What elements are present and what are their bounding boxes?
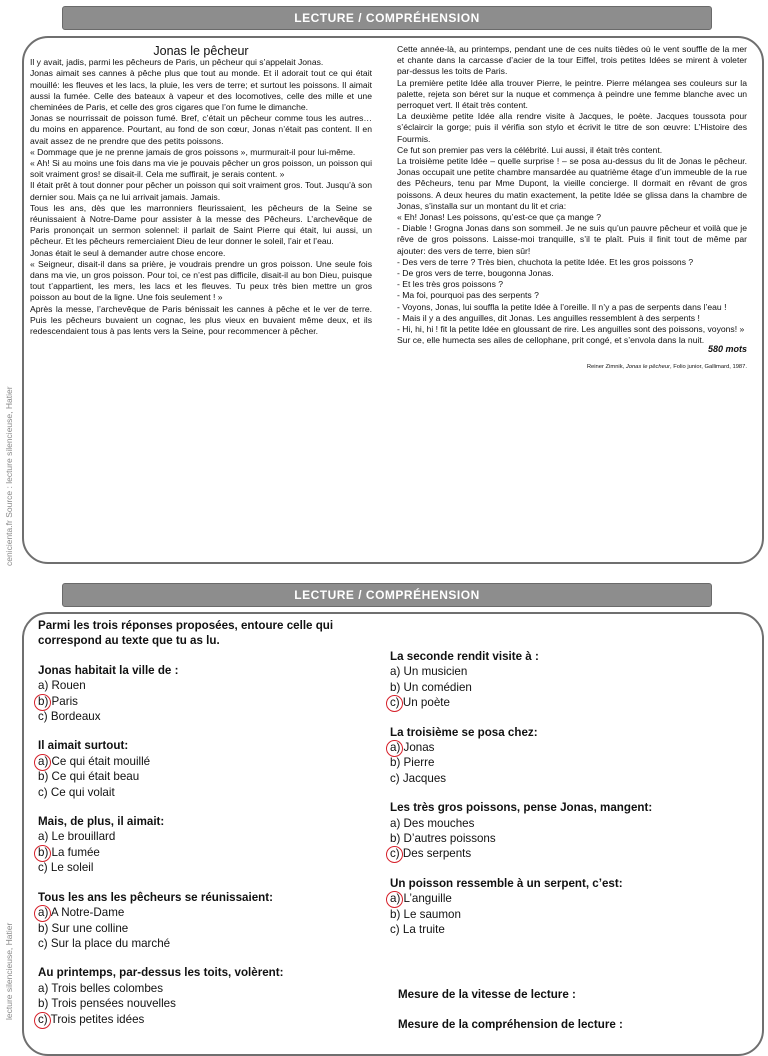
question-text: La seconde rendit visite à : bbox=[390, 650, 539, 663]
answer-option-circled[interactable]: c) Trois petites idées bbox=[38, 1012, 378, 1027]
question-block bbox=[390, 800, 730, 862]
question-text: Un poisson ressemble à un serpent, c’est: bbox=[390, 876, 623, 890]
answer-option-circled[interactable]: b) Paris bbox=[38, 694, 378, 709]
question-text: Tous les ans les pêcheurs se réunissaient: bbox=[38, 890, 273, 904]
story-right-paragraph: - De gros vers de terre, bougonna Jonas. bbox=[397, 268, 554, 279]
answer-option[interactable]: b) Trois pensées nouvelles bbox=[38, 997, 176, 1011]
story-left-paragraph: Jonas se nourrissait de poisson fumé. Bref, c’était un pêcheur comme tous les autres… du moins en apparence. Pourtant, au fond de son cœur, Jonas n’était pas content. Il en avait assez de ne prendre que des petits poissons. bbox=[30, 113, 372, 146]
answer-option[interactable]: a) Un musicien bbox=[390, 665, 468, 679]
story-right-paragraph: La première petite Idée alla trouver Pierre, le peintre. Pierre mélangea ses couleurs sur la palette, rejeta son béret sur la nuque et commença à peindre une femme blanche avec un perroquet vert. Il était très content. bbox=[397, 77, 747, 111]
story-title: Jonas le pêcheur bbox=[153, 44, 249, 58]
answer-option[interactable]: b) Un comédien bbox=[390, 680, 472, 694]
question-text: Au printemps, par-dessus les toits, volèrent: bbox=[38, 966, 284, 980]
story-left-paragraph: « Seigneur, disait-il dans sa prière, je voudrais prendre un gros poisson. Une seule fois dans ma vie, un gros poisson. Pour toi, ce n’est pas difficile, disait-il au bon Dieu, puisque tout t’appartient, les mers, les lacs et les fleuves. Tu peux très bien mettre un gros poisson au bout de la ligne. Une fois seulement ! » bbox=[30, 258, 372, 303]
story-right-paragraph: - Voyons, Jonas, lui souffla la petite Idée à l’oreille. Il n’y a pas de serpents dans l’eau ! bbox=[397, 301, 727, 312]
question-text: Les très gros poissons, pense Jonas, mangent: bbox=[390, 801, 653, 815]
story-right-paragraph: - Mais il y a des anguilles, dit Jonas. Les anguilles ressemblent à des serpents ! bbox=[397, 312, 700, 323]
story-right-paragraph: Sur ce, elle humecta ses ailes de cellophane, prit congé, et s’envola dans la nuit. bbox=[397, 335, 705, 346]
story-right-paragraph: Cette année-là, au printemps, pendant une de ces nuits tièdes où le vent souffle de la mer et chante dans la carcasse d’acier de la tour Eiffel, trois petites Idées se mirent à voleter par-dessus les toits de Paris. bbox=[397, 44, 747, 77]
answer-option-circled[interactable]: a) L’anguille bbox=[390, 891, 730, 906]
answer-option-circled[interactable]: a) A Notre-Dame bbox=[38, 905, 378, 920]
quiz-instructions: Parmi les trois réponses proposées, entoure celle qui correspond au texte que tu as lu. bbox=[38, 619, 334, 648]
story-right-paragraph: - Diable ! Grogna Jonas dans son sommeil. Je ne suis qu’un pauvre pêcheur et voilà que je rêve de gros poissons. Laisse-moi tranquille, s’il te plaît. Puis il finit tout de même par ajouter: des vers de terre, bien sûr! bbox=[397, 223, 747, 256]
quiz-right-column bbox=[390, 649, 730, 952]
answer-option[interactable]: a) Rouen bbox=[38, 679, 86, 693]
answer-option[interactable]: b) Sur une colline bbox=[38, 921, 129, 935]
story-left-paragraph: Il était prêt à tout donner pour pêcher un poisson qui soit vraiment gros. Tout. Jusqu’à son dernier sou. Mais ça ne lui arrivait jamais. Jamais. bbox=[30, 180, 372, 202]
source-rest: , Folio junior, Gallimard, 1987. bbox=[669, 363, 747, 370]
question-text: Mais, de plus, il aimait: bbox=[38, 815, 165, 829]
story-left-column bbox=[30, 46, 372, 337]
answer-option[interactable]: b) D’autres poissons bbox=[390, 832, 496, 846]
section-banner-top: LECTURE / COMPRÉHENSION bbox=[62, 6, 712, 30]
answer-option[interactable]: a) Des mouches bbox=[390, 816, 475, 830]
source-title: Jonas le pêcheur bbox=[625, 363, 670, 370]
story-left-paragraph: Jonas était le seul à demander autre chose encore. bbox=[30, 247, 226, 258]
answer-option-circled[interactable]: c) Des serpents bbox=[390, 846, 730, 861]
story-right-column bbox=[397, 44, 747, 373]
story-right-paragraph: « Eh! Jonas! Les poissons, qu’est-ce que ça mange ? bbox=[397, 212, 601, 223]
question-block bbox=[390, 876, 730, 938]
question-block bbox=[38, 965, 378, 1027]
answer-option[interactable]: c) Jacques bbox=[390, 771, 447, 785]
source-side-text-top: cenicienta.fr Source : lecture silencieuse, Hatier bbox=[4, 386, 14, 566]
story-right-paragraph: Ce fut son premier pas vers la célébrité. Lui aussi, il était très content. bbox=[397, 144, 663, 155]
answer-option-circled[interactable]: b) La fumée bbox=[38, 845, 378, 860]
story-left-paragraph: Jonas aimait ses cannes à pêche plus que tout au monde. Et il adorait tout ce qui était mouillé: les fleuves et les lacs, la pluie, les vers de terre; et surtout les poissons. Il aimait aussi la fumée. Celle des bateaux à vapeur et des locomotives, celle des mille et une cheminées de Paris, et celle des gros cigares que l’on fume le dimanche. bbox=[30, 68, 372, 113]
answer-option[interactable]: a) Le brouillard bbox=[38, 830, 116, 844]
question-text: Jonas habitait la ville de : bbox=[38, 663, 179, 677]
answer-option[interactable]: c) Ce qui volait bbox=[38, 785, 115, 799]
answer-option[interactable]: c) La truite bbox=[390, 923, 445, 937]
story-right-paragraph: La troisième petite Idée – quelle surprise ! – se posa au-dessus du lit de Jonas le pêcheur. Jonas occupait une petite chambre mansardée au quatrième étage d’un immeuble de la rue des Pêcheurs, tenu par Mme Dupont, la vieille concierge. Il dormait en rêvant de gros poissons. A deux heures du matin exactement, la petite Idée se glissa dans la chambre de Jonas, s’installa sur un montant du lit et cria: bbox=[397, 156, 747, 211]
answer-option-circled[interactable]: c) Un poète bbox=[390, 695, 730, 710]
story-right-paragraph: - Ma foi, pourquoi pas des serpents ? bbox=[397, 290, 539, 301]
question-text: La troisième se posa chez: bbox=[390, 725, 538, 739]
answer-option-circled[interactable]: a) Jonas bbox=[390, 740, 730, 755]
question-block bbox=[390, 725, 730, 787]
story-right-paragraph: - Hi, hi, hi ! fit la petite Idée en gloussant de rire. Les anguilles sont des poissons, voyons! » bbox=[397, 324, 745, 335]
question-block bbox=[38, 814, 378, 876]
story-left-paragraph: Il y avait, jadis, parmi les pêcheurs de Paris, un pêcheur qui s’appelait Jonas. bbox=[30, 57, 324, 68]
word-count: 580 mots bbox=[707, 344, 747, 355]
answer-option[interactable]: c) Le soleil bbox=[38, 861, 94, 875]
answer-option[interactable]: b) Le saumon bbox=[390, 907, 461, 921]
answer-option-circled[interactable]: a) Ce qui était mouillé bbox=[38, 754, 378, 769]
answer-option[interactable]: b) Ce qui était beau bbox=[38, 770, 140, 784]
story-left-paragraph: « Dommage que je ne prenne jamais de gros poissons », murmurait-il pour lui-même. bbox=[30, 146, 356, 157]
story-left-paragraph: Tous les ans, dès que les marronniers fleurissaient, les pêcheurs de la Seine se réunissaient à Notre-Dame pour assister à la messe des Pêcheurs. L’archevêque de Paris prononçait un sermon solennel: il parlait de Saint Pierre qui était, lui aussi, un pêcheur. Et les pêcheurs remerciaient Dieu de leur donner le soleil, l’air et l’eau. bbox=[30, 202, 372, 247]
source-side-text-bottom: lecture silencieuse, Hatier bbox=[4, 922, 14, 1020]
quiz-left-column bbox=[38, 618, 378, 1041]
section-banner-bottom: LECTURE / COMPRÉHENSION bbox=[62, 583, 712, 607]
story-right-paragraph: - Et les très gros poissons ? bbox=[397, 279, 504, 290]
question-block bbox=[38, 890, 378, 952]
answer-option[interactable]: a) Trois belles colombes bbox=[38, 981, 164, 995]
story-left-paragraph: Après la messe, l’archevêque de Paris bénissait les cannes à pêche et le ver de terre. Puis les pêcheurs buvaient un cognac, les plus vieux en buvaient même deux, et ils redescendaient tous à pas lents vers la Seine, pour recommencer à pêcher. bbox=[30, 303, 372, 337]
question-block bbox=[390, 649, 730, 711]
answer-option[interactable]: b) Pierre bbox=[390, 756, 435, 770]
answer-option[interactable]: c) Bordeaux bbox=[38, 710, 101, 724]
answer-option[interactable]: c) Sur la place du marché bbox=[38, 936, 171, 950]
story-right-paragraph: - Des vers de terre ? Très bien, chuchota la petite Idée. Et les gros poissons ? bbox=[397, 256, 694, 267]
story-right-paragraph: La deuxième petite Idée alla rendre visite à Jacques, le poète. Jacques toussota pour s’éclaircir la gorge; puis il vérifia son stylo et écrivit le titre de son œuvre: L’Histoire des Fourmis. bbox=[397, 111, 747, 144]
measure-speed-label: Mesure de la vitesse de lecture : bbox=[398, 988, 576, 1001]
question-block bbox=[38, 663, 378, 725]
question-block bbox=[38, 738, 378, 800]
story-left-paragraph: « Ah! Si au moins une fois dans ma vie je pouvais pêcher un gros poisson, un poisson qui soit vraiment gros! se disait-il. Cela me suffirait, je serais content. » bbox=[30, 158, 372, 180]
source-author: Reiner Zimnik, bbox=[586, 363, 626, 370]
measure-comprehension-label: Mesure de la compréhension de lecture : bbox=[398, 1018, 623, 1031]
question-text: Il aimait surtout: bbox=[38, 739, 129, 753]
source-citation bbox=[397, 362, 747, 373]
